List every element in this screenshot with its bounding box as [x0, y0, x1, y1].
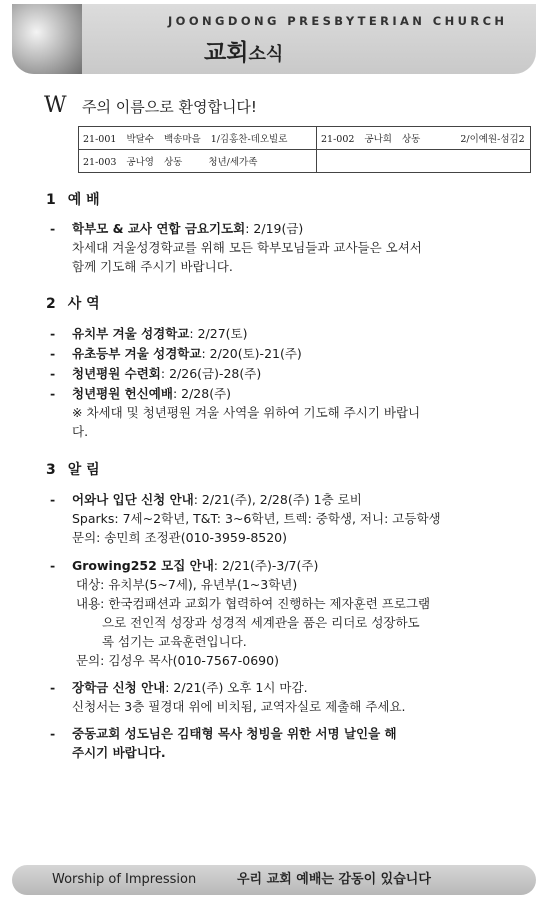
footer-slogan-korean: 우리 교회 예배는 감동이 있습니다 [237, 872, 431, 887]
table-row [79, 127, 531, 150]
list-item: - 유치부 겨울 성경학교: 2/27(토) [50, 326, 248, 341]
new-member-table [78, 126, 531, 173]
list-item: - 청년평원 헌신예배: 2/28(주) ※ 차세대 및 청년평원 겨울 사역을 위하여 기도해 주시기 바랍니 다. [50, 386, 421, 439]
list-item: - 중동교회 성도님은 김태형 목사 청빙을 위한 서명 날인을 해 주시기 바랍니다. [50, 726, 397, 760]
page-title: 교회소식 [204, 40, 284, 66]
member-cell: 21-001 박달수 백송마을 1/김홍찬-데오빌로 [79, 127, 317, 150]
list-item: - 어와나 입단 신청 안내: 2/21(주), 2/28(주) 1층 로비 Sparks: 7세~2학년, T&T: 3~6학년, 트렉: 중학생, 저니: 고등학생 문의: 송민희 조정관(010-3959-8520) [50, 492, 441, 545]
welcome-heading: 주의 이름으로 환영합니다! [82, 98, 257, 116]
table-row [79, 150, 531, 173]
list-item: - 장학금 신청 안내: 2/21(주) 오후 1시 마감. 신청서는 3층 필경대 위에 비치됨, 교역자실로 제출해 주세요. [50, 680, 406, 714]
member-cell-empty [317, 150, 531, 173]
church-name: JOONGDONG PRESBYTERIAN CHURCH [168, 14, 508, 28]
welcome-initial: W [44, 93, 67, 118]
section-heading-ministry: 2 사 역 [46, 296, 100, 312]
section-heading-notices: 3 알 림 [46, 462, 100, 478]
section-heading-worship: 1 예 배 [46, 192, 100, 208]
member-cell: 21-003 공나영 상동 청년/세가족 [79, 150, 317, 173]
bible-photo-image [12, 4, 82, 74]
header-banner [12, 4, 536, 74]
list-item: - Growing252 모집 안내: 2/21(주)-3/7(주) 대상: 유치부(5~7세), 유년부(1~3학년) 내용: 한국컴패션과 교회가 협력하여 진행하는 제자훈련 프로그램 으로 전인적 성장과 성경적 세계관을 품은 리더로 성장하도 록 섬기는 교육훈련입니다. 문의: 김성우 목사(010-7567-0690) [50, 558, 431, 668]
list-item: - 유초등부 겨울 성경학교: 2/20(토)-21(주) [50, 346, 302, 361]
footer-banner [12, 865, 536, 895]
member-cell: 21-002 공나희 상동 2/이예원-섬김2 [317, 127, 531, 150]
footer-slogan-english: Worship of Impression [52, 872, 197, 887]
list-item: - 학부모 & 교사 연합 금요기도회: 2/19(금) 차세대 겨울성경학교를 위해 모든 학부모님들과 교사들은 오셔서 함께 기도해 주시기 바랍니다. [50, 221, 422, 274]
list-item: - 청년평원 수련회: 2/26(금)-28(주) [50, 366, 262, 381]
